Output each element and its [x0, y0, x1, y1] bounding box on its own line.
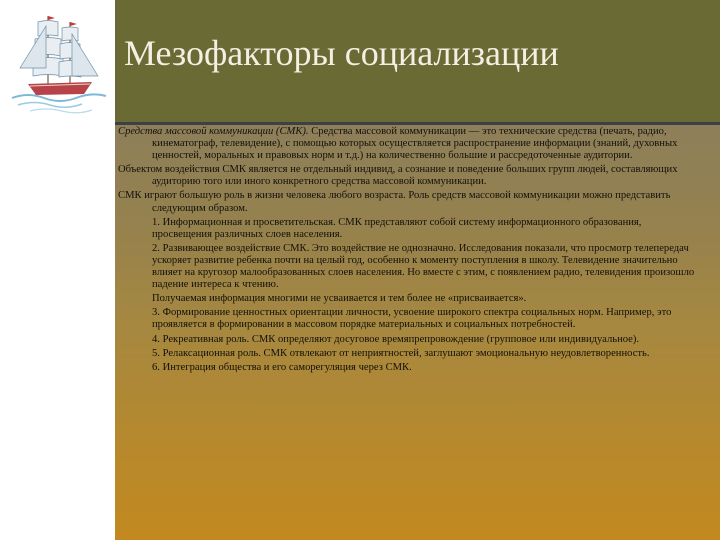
- slide-content: [118, 126, 703, 376]
- list-item-relaxation: 5. Релаксационная роль. СМК отвлекают от неприятностей, заглушают эмоциональную неудовлетворенность.: [152, 347, 650, 359]
- paragraph-smk-object: Объектом воздействия СМК является не отдельный индивид, а сознание и поведение больших групп людей, составляющих аудиторию того или иного конкретного средства массовой коммуникации.: [118, 164, 678, 188]
- paragraph-smk-definition: [118, 126, 703, 162]
- slide-title: Мезофакторы социализации: [124, 33, 559, 73]
- list-item-recreative: 4. Рекреативная роль. СМК определяют досуговое времяпрепровождение (групповое или индивидуальное).: [152, 333, 640, 345]
- list-item-developing: 2. Развивающее воздействие СМК. Это воздействие не однозначно. Исследования показали, что просмотр телепередач ускоряет развитие ребенка почти на целый год, особенно к моменту поступления в школу. Телевидение значительно влияет на кругозор малообразованных слоев населения. Но вместе с этим, с появлением радио, телевидения произошло падение интереса к чтению.: [152, 242, 695, 291]
- list-item-developing-cont: Получаемая информация многими не усваивается и тем более не «присваивается».: [152, 293, 527, 305]
- list-item-integration: 6. Интеграция общества и его саморегуляция через СМК.: [152, 361, 412, 373]
- smk-lead-term: Средства массовой коммуникации (СМК).: [118, 126, 309, 137]
- list-item-informational: 1. Информационная и просветительская. СМК представляют собой систему информационного образования, просвещения различных слоев населения.: [152, 216, 642, 240]
- list-item-values: 3. Формирование ценностных ориентации личности, усвоение широкого спектра социальных норм. Например, это проявляется в формировании в массовом порядке материальных и социальных потребностей.: [152, 307, 672, 331]
- sailing-ship-icon: [8, 6, 108, 118]
- smk-definition-text: Средства массовой коммуникации — это технические средства (печать, радио, кинематограф, телевидение), с помощью которых осуществляется распространение информации (знаний, духовных ценностей, моральных и правовых норм и т.д.) на количественно большие и рассредоточенные аудитории.: [152, 126, 678, 162]
- paragraph-smk-role: СМК играют большую роль в жизни человека любого возраста. Роль средств массовой коммуникации можно представить следующим образом.: [118, 190, 671, 214]
- left-panel: [0, 0, 115, 540]
